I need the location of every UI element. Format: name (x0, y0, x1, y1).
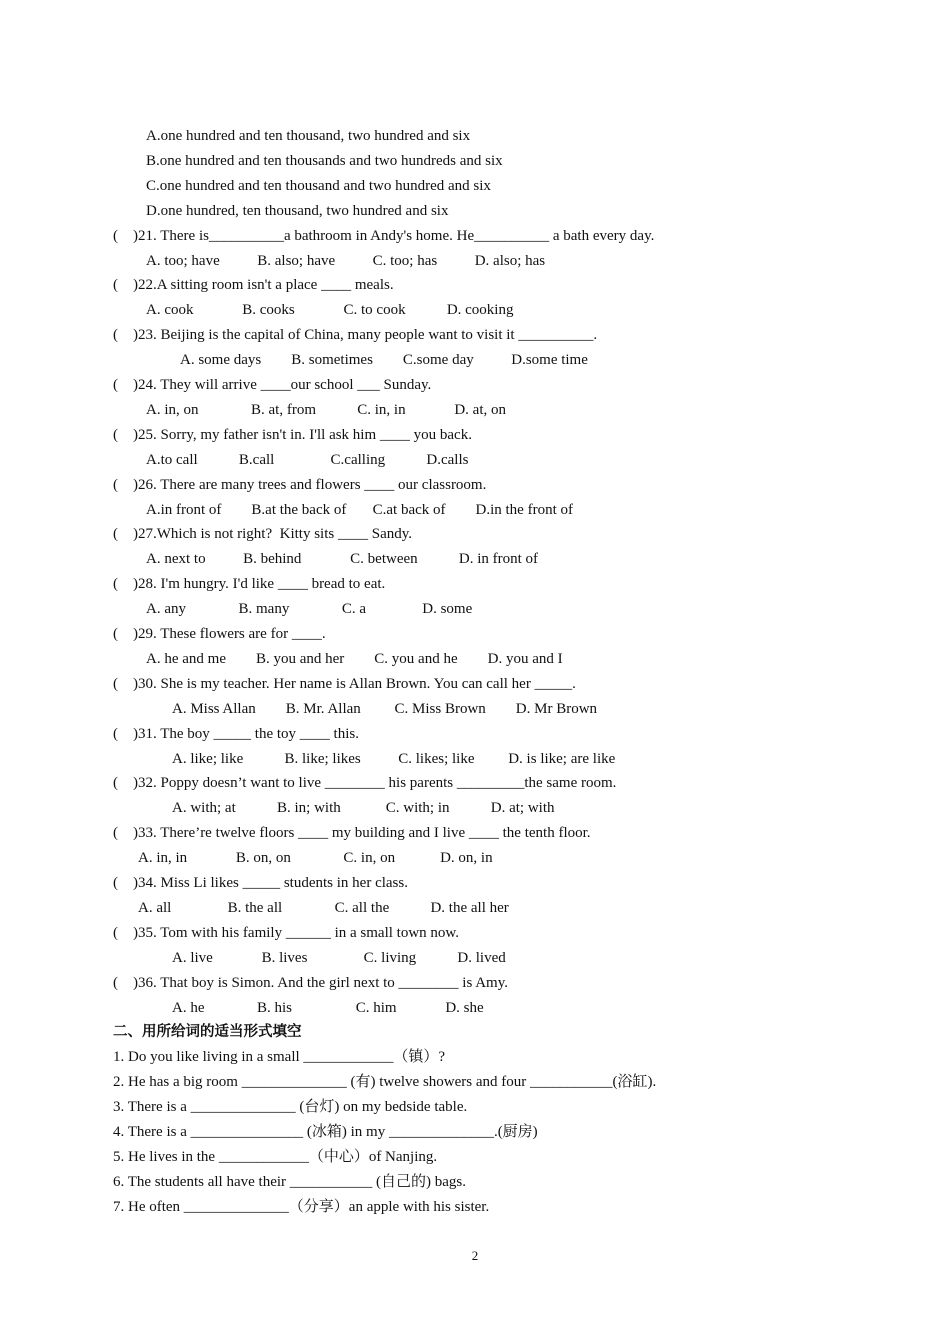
text-line: A. some days B. sometimes C.some day D.some time (180, 352, 588, 369)
text-line: ( )34. Miss Li likes _____ students in her class. (113, 875, 408, 891)
text-line: ( )29. These flowers are for ____. (113, 626, 326, 642)
text-line: ( )33. There’re twelve floors ____ my building and I live ____ the tenth floor. (113, 825, 591, 842)
section-heading: 二、用所给词的适当形式填空 (113, 1024, 302, 1041)
text-line: ( )24. They will arrive ____our school ___ Sunday. (113, 377, 432, 393)
text-line: A. he B. his C. him D. she (172, 999, 484, 1016)
text-line: 4. There is a _______________ (冰箱) in my ______________.(厨房) (113, 1124, 538, 1140)
text-line: A. cook B. cooks C. to cook D. cooking (146, 302, 514, 319)
text-line: ( )26. There are many trees and flowers ____ our classroom. (113, 476, 487, 493)
text-line: ( )21. There is__________a bathroom in Andy's home. He__________ a bath every day. (113, 227, 655, 244)
text-line: A. next to B. behind C. between D. in front of (146, 551, 539, 568)
text-line: ( )31. The boy _____ the toy ____ this. (113, 725, 359, 742)
text-line: 6. The students all have their ___________ (自己的) bags. (113, 1173, 466, 1190)
text-line: ( )32. Poppy doesn’t want to live ________ his parents _________the same room. (113, 775, 617, 792)
text-line: ( )36. That boy is Simon. And the girl next to ________ is Amy. (113, 974, 508, 991)
text-line: A. with; at B. in; with C. with; in D. at; with (172, 800, 555, 817)
text-line: ( )27.Which is not right? Kitty sits ____ Sandy. (113, 526, 413, 543)
text-line: A. in, in B. on, on C. in, on D. on, in (138, 850, 493, 867)
text-line: C.one hundred and ten thousand and two hundred and six (146, 177, 491, 194)
text-line: 3. There is a ______________ (台灯) on my bedside table. (113, 1099, 468, 1116)
text-line: A.in front of B.at the back of C.at back of D.in the front of (146, 501, 573, 518)
text-line: ( )35. Tom with his family ______ in a small town now. (113, 924, 460, 941)
text-line: A. Miss Allan B. Mr. Allan C. Miss Brown D. Mr Brown (172, 700, 598, 717)
text-line: 1. Do you like living in a small ____________（镇）? (113, 1049, 446, 1066)
text-line: B.one hundred and ten thousands and two hundreds and six (146, 152, 503, 169)
text-line: 2. He has a big room ______________ (有) twelve showers and four ___________(浴缸). (113, 1074, 657, 1091)
text-line: ( )25. Sorry, my father isn't in. I'll ask him ____ you back. (113, 426, 472, 443)
text-line: ( )22.A sitting room isn't a place ____ meals. (113, 277, 394, 294)
text-line: A. he and me B. you and her C. you and he D. you and I (146, 650, 563, 667)
text-line: A.one hundred and ten thousand, two hundred and six (146, 128, 471, 144)
text-line: 5. He lives in the ____________（中心）of Nanjing. (113, 1148, 438, 1165)
text-line: 7. He often ______________（分享）an apple with his sister. (113, 1198, 490, 1215)
text-line: A. in, on B. at, from C. in, in D. at, on (146, 401, 506, 418)
text-line: ( )30. She is my teacher. Her name is Allan Brown. You can call her _____. (113, 675, 576, 692)
text-line: A. too; have B. also; have C. too; has D. also; has (146, 252, 546, 269)
text-line: A. all B. the all C. all the D. the all her (138, 899, 509, 916)
text-line: ( )23. Beijing is the capital of China, many people want to visit it __________. (113, 327, 598, 344)
text-line: A. like; like B. like; likes C. likes; like D. is like; are like (172, 750, 616, 767)
text-line: A. live B. lives C. living D. lived (172, 949, 506, 966)
text-line: ( )28. I'm hungry. I'd like ____ bread to eat. (113, 576, 386, 593)
page-number: 2 (471, 1248, 479, 1263)
text-line: D.one hundred, ten thousand, two hundred and six (146, 202, 449, 219)
text-line: A.to call B.call C.calling D.calls (146, 451, 469, 468)
text-line: A. any B. many C. a D. some (146, 601, 473, 618)
